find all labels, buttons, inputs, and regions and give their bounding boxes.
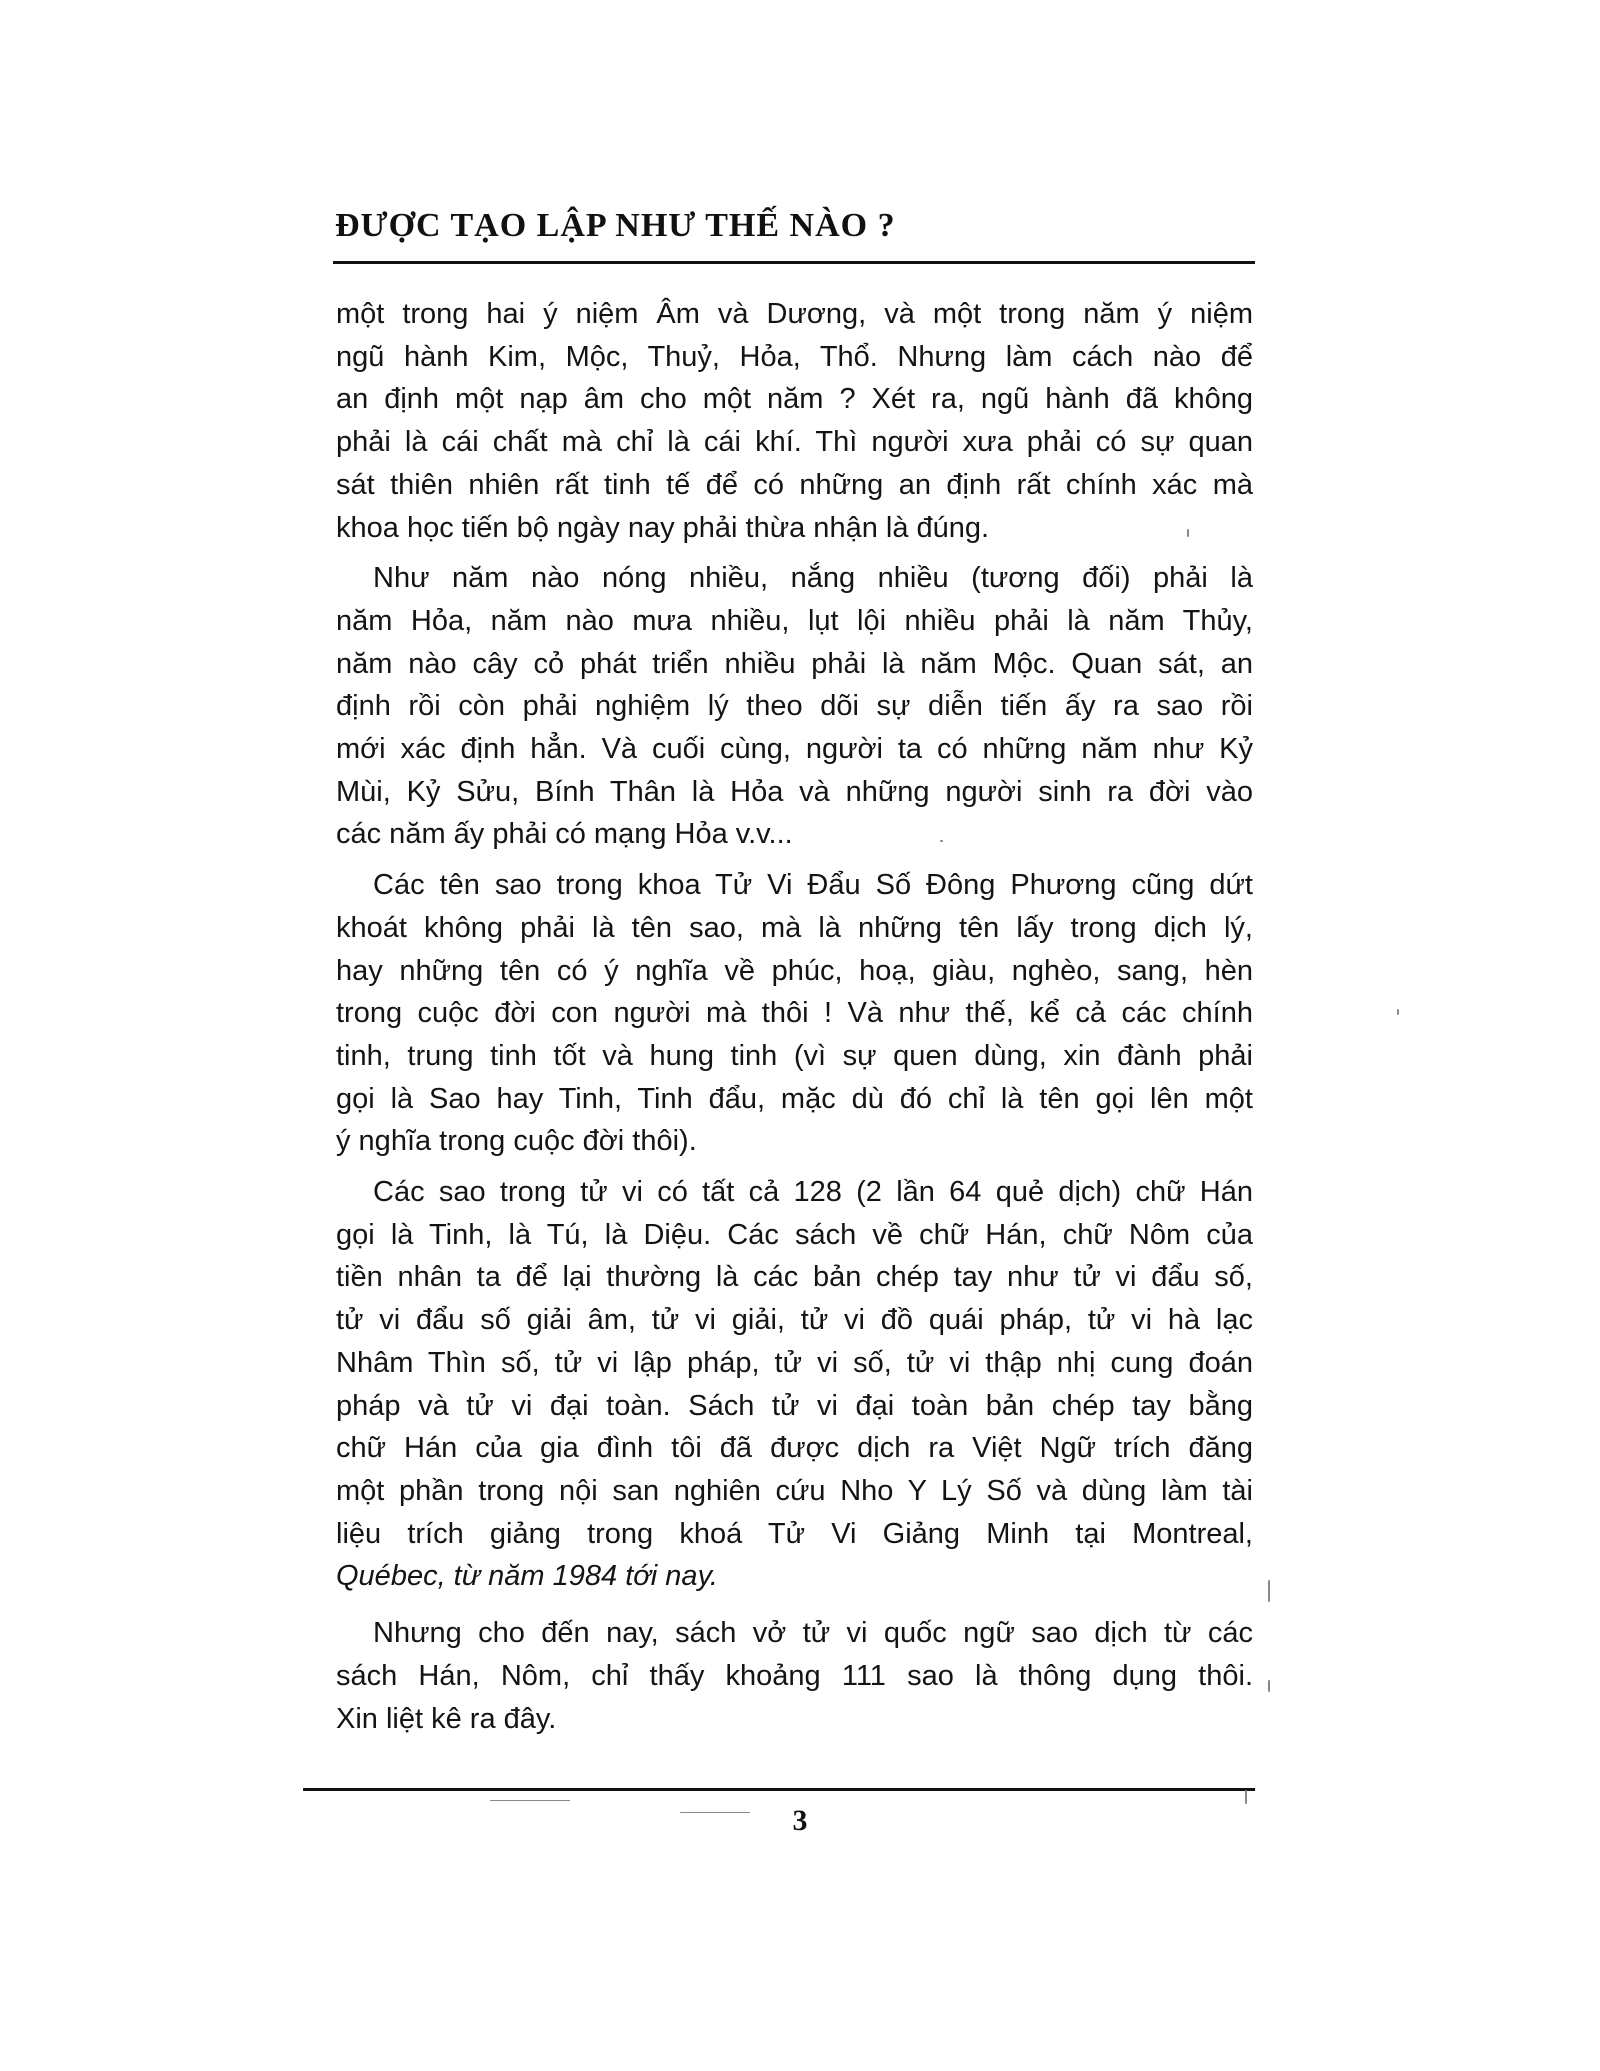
scan-speck bbox=[490, 1800, 570, 1801]
text-line: sát thiên nhiên rất tinh tế để có những an định rất chính xác mà bbox=[336, 468, 1253, 501]
text-line: tiền nhân ta để lại thường là các bản chép tay như tử vi đẩu số, bbox=[336, 1261, 1253, 1294]
text-line: chữ Hán của gia đình tôi đã được dịch ra Việt Ngữ trích đăng bbox=[336, 1432, 1253, 1465]
text-line: Nhâm Thìn số, tử vi lập pháp, tử vi số, tử vi thập nhị cung đoán bbox=[336, 1346, 1253, 1379]
running-head: ĐƯỢC TẠO LẬP NHƯ THẾ NÀO ? bbox=[335, 207, 896, 244]
text-line: Xin liệt kê ra đây. bbox=[336, 1702, 557, 1735]
text-line: một trong hai ý niệm Âm và Dương, và một trong năm ý niệm bbox=[336, 298, 1253, 330]
paragraph-4 bbox=[336, 1171, 1253, 1598]
paragraph-2 bbox=[336, 557, 1253, 856]
text-line: gọi là Sao hay Tinh, Tinh đẩu, mặc dù đó chỉ là tên gọi lên một bbox=[336, 1082, 1253, 1115]
text-line: một phần trong nội san nghiên cứu Nho Y Lý Số và dùng làm tài bbox=[336, 1474, 1253, 1507]
scan-speck bbox=[680, 1812, 750, 1813]
text-line: Các sao trong tử vi có tất cả 128 (2 lần 64 quẻ dịch) chữ Hán bbox=[373, 1176, 1253, 1209]
text-line: phải là cái chất mà chỉ là cái khí. Thì người xưa phải có sự quan bbox=[336, 426, 1253, 459]
text-line: ngũ hành Kim, Mộc, Thuỷ, Hỏa, Thổ. Nhưng làm cách nào để bbox=[336, 340, 1253, 373]
text-line: Nhưng cho đến nay, sách vở tử vi quốc ngữ sao dịch từ các bbox=[373, 1617, 1253, 1650]
text-line: liệu trích giảng trong khoá Tử Vi Giảng Minh tại Montreal, bbox=[336, 1517, 1253, 1550]
header-rule bbox=[333, 261, 1255, 264]
text-line: khoa học tiến bộ ngày nay phải thừa nhận là đúng. bbox=[336, 511, 990, 544]
scan-speck bbox=[1187, 529, 1189, 537]
paragraph-5 bbox=[336, 1612, 1253, 1740]
text-line: Như năm nào nóng nhiều, nắng nhiều (tương đối) phải là bbox=[373, 562, 1253, 595]
scan-speck bbox=[1397, 1009, 1399, 1015]
text-line: mới xác định hẳn. Và cuối cùng, người ta có những năm như Kỷ bbox=[336, 733, 1253, 766]
paragraph-1 bbox=[336, 293, 1253, 549]
scan-speck bbox=[940, 840, 943, 842]
scan-speck bbox=[1268, 1680, 1270, 1692]
text-line: năm nào cây cỏ phát triển nhiều phải là năm Mộc. Quan sát, an bbox=[336, 647, 1253, 680]
footer-rule bbox=[303, 1788, 1255, 1791]
text-line: an định một nạp âm cho một năm ? Xét ra, ngũ hành đã không bbox=[336, 383, 1253, 416]
scan-speck bbox=[1245, 1790, 1247, 1804]
text-line: tử vi đẩu số giải âm, tử vi giải, tử vi đồ quái pháp, tử vi hà lạc bbox=[336, 1304, 1253, 1337]
text-line: hay những tên có ý nghĩa về phúc, hoạ, giàu, nghèo, sang, hèn bbox=[336, 954, 1253, 987]
text-line: gọi là Tinh, là Tú, là Diệu. Các sách về chữ Hán, chữ Nôm của bbox=[336, 1218, 1253, 1251]
scan-speck bbox=[1268, 1580, 1270, 1602]
text-line: Các tên sao trong khoa Tử Vi Đẩu Số Đông Phương cũng dứt bbox=[373, 869, 1253, 902]
text-line: năm Hỏa, năm nào mưa nhiều, lụt lội nhiều phải là năm Thủy, bbox=[336, 604, 1253, 637]
body-text bbox=[336, 293, 1253, 1748]
text-line: định rồi còn phải nghiệm lý theo dõi sự diễn tiến ấy ra sao rồi bbox=[336, 690, 1253, 723]
text-line: tinh, trung tinh tốt và hung tinh (vì sự quen dùng, xin đành phải bbox=[336, 1039, 1253, 1072]
text-line: Québec, từ năm 1984 tới nay. bbox=[336, 1560, 718, 1593]
page-number: 3 bbox=[792, 1804, 808, 1837]
text-line: sách Hán, Nôm, chỉ thấy khoảng 111 sao là thông dụng thôi. bbox=[336, 1659, 1253, 1692]
text-line: pháp và tử vi đại toàn. Sách tử vi đại toàn bản chép tay bằng bbox=[336, 1389, 1253, 1422]
text-line: trong cuộc đời con người mà thôi ! Và như thế, kể cả các chính bbox=[336, 997, 1253, 1030]
text-line: ý nghĩa trong cuộc đời thôi). bbox=[336, 1125, 697, 1158]
text-line: các năm ấy phải có mạng Hỏa v.v... bbox=[336, 818, 793, 851]
text-line: Mùi, Kỷ Sửu, Bính Thân là Hỏa và những người sinh ra đời vào bbox=[336, 775, 1253, 808]
text-line: khoát không phải là tên sao, mà là những tên lấy trong dịch lý, bbox=[336, 911, 1253, 944]
paragraph-3 bbox=[336, 864, 1253, 1163]
